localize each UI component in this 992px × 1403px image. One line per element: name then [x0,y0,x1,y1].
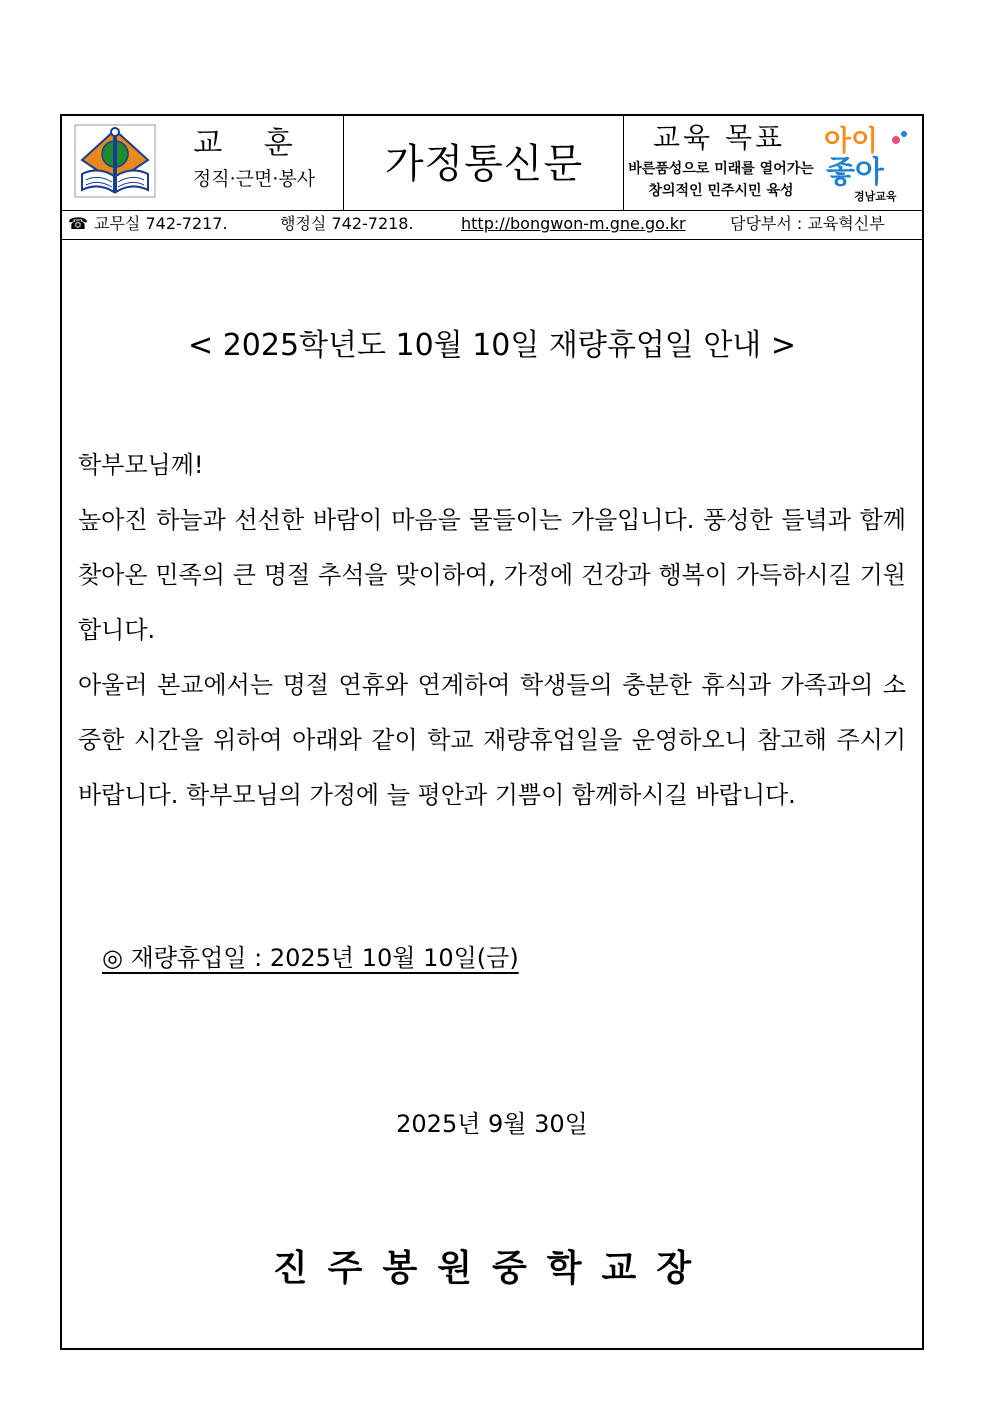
contact-bar [62,210,922,240]
department: 담당부서 : 교육혁신부 [730,214,885,233]
school-website-link[interactable]: http://bongwon-m.gne.go.kr [461,214,686,233]
logo-text-sub: 경남교육 [854,190,897,203]
gyeongnam-education-logo-icon [820,120,918,204]
newsletter-frame [60,114,924,1350]
logo-text-top: 아이 [824,124,879,157]
paper-title-cell [344,116,624,210]
goal-title: 교육 목표 [652,121,786,154]
letterhead [62,116,922,211]
document-title: < 2025학년도 10월 10일 재량휴업일 안내 > [188,328,796,363]
goal-cell [624,116,922,210]
holiday-notice: ◎ 재량휴업일 : 2025년 10월 10일(금) [102,944,519,972]
paragraph-1: 높아진 하늘과 선선한 바람이 마음을 물들이는 가을입니다. 풍성한 들녘과 함께 찾아온 민족의 큰 명절 추석을 맞이하여, 가정에 건강과 행복이 가득하시길 기원합니다. [78,506,906,644]
office-phone: 교무실 742-7217. [94,214,228,233]
logo-text-mid: 좋아 [826,155,884,190]
motto-cell [62,116,344,210]
school-emblem-icon [74,124,156,198]
admin-phone: 행정실 742-7218. [280,214,414,233]
paragraph-2: 아울러 본교에서는 명절 연휴와 연계하여 학생들의 충분한 휴식과 가족과의 소중한 시간을 위하여 아래와 같이 학교 재량휴업일을 운영하오니 참고해 주시기 바랍니다. 학부모님의 가정에 늘 평안과 기쁨이 함께하시길 바랍니다. [78,671,906,809]
paper-title: 가정통신문 [384,141,584,187]
motto-text: 정직·근면·봉사 [192,168,316,190]
issue-date: 2025년 9월 30일 [396,1110,588,1138]
motto-title: 교 훈 [193,126,309,161]
signer-principal: 진주봉원중학교장 [272,1248,712,1289]
phone-icon: ☎ [68,214,88,233]
goal-line-1: 바른품성으로 미래를 열어가는 [628,161,814,177]
greeting: 학부모님께! [78,451,204,479]
goal-text [626,158,816,202]
goal-line-2: 창의적인 민주시민 육성 [648,183,794,199]
